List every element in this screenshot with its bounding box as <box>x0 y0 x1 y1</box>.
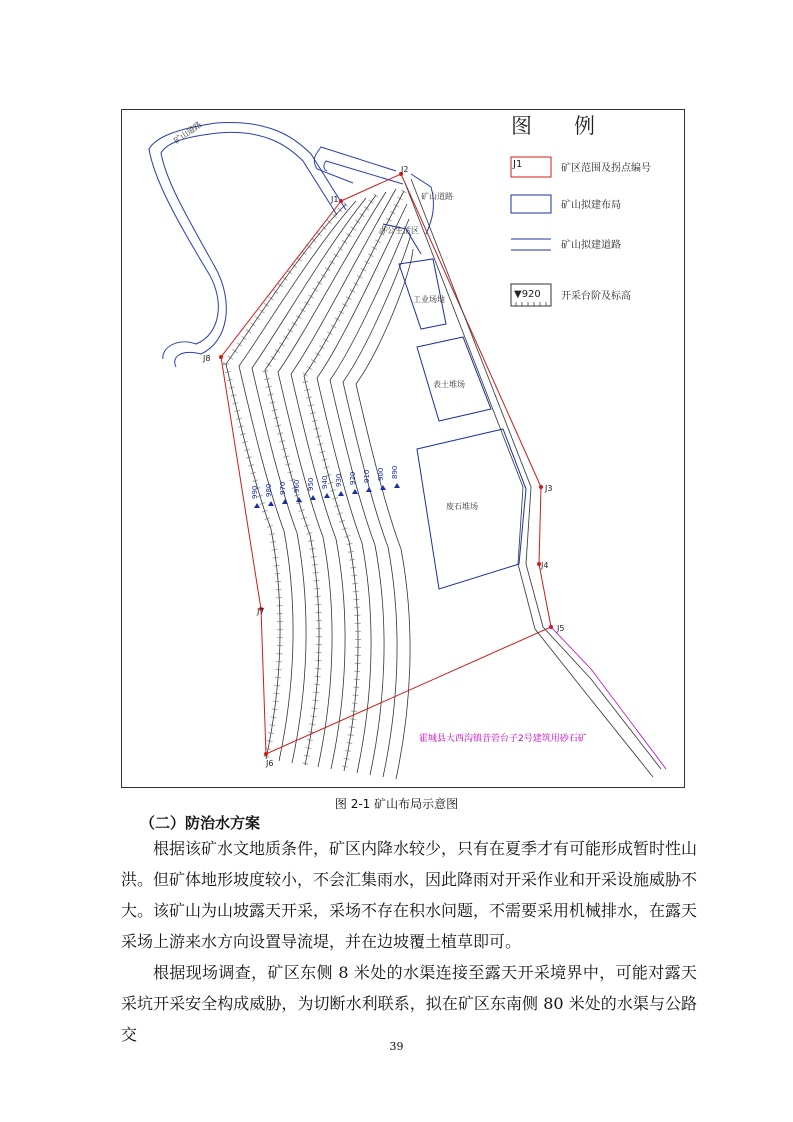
point-label-j1: J1 <box>331 195 339 204</box>
elevation-label: 960 <box>293 479 301 493</box>
point-label-j7: J7 <box>257 607 265 616</box>
legend-text: 开采台阶及标高 <box>561 291 631 302</box>
point-label-j6: J6 <box>266 759 274 768</box>
area-label-topsoil: 表土堆场 <box>433 380 465 389</box>
elevation-label: 980 <box>265 483 273 497</box>
paragraph: 根据该矿水文地质条件，矿区内降水较少，只有在夏季才有可能形成暂时性山洪。但矿体地形坡度较小，不会汇集雨水，因此降雨对开采作业和开采设施威胁不大。该矿山为山坡露天开采，采场不存在积水问题，不需要采用机械排水，在露天采场上游来水方向设置导流堤，并在边坡覆土植草即可。 <box>121 839 698 951</box>
mine-layout-map <box>121 109 685 788</box>
page-number: 39 <box>389 1040 404 1053</box>
elevation-label: 890 <box>391 465 399 479</box>
elevation-label: 900 <box>377 467 385 481</box>
point-label-j5: J5 <box>557 624 565 633</box>
figure-caption: 图 2-1 矿山布局示意图 <box>334 797 459 811</box>
elevation-label: 910 <box>363 469 371 483</box>
elevation-label: 920 <box>349 471 357 485</box>
elevation-label: 990 <box>251 485 259 499</box>
area-label-waste-rock: 废石堆场 <box>446 502 478 511</box>
paragraph: 根据现场调查，矿区东侧 8 米处的水渠连接至露天开采境界中，可能对露天采坑开采安全构成威胁，为切断水利联系，拟在矿区东南侧 80 米处的水渠与公路交 <box>121 963 697 1044</box>
road-label-north: 矿山道路 <box>421 192 453 201</box>
point-label-j2: J2 <box>401 165 409 174</box>
legend-sample-920: ▼920 <box>514 289 541 300</box>
elevation-label: 930 <box>335 473 343 487</box>
elevation-label: 950 <box>307 477 315 491</box>
point-label-j8: J8 <box>203 354 211 363</box>
mine-name-label: 霍城县大西沟镇昔菪台子2号建筑用砂石矿 <box>419 734 587 744</box>
elevation-label: 970 <box>279 481 287 495</box>
legend-text: 矿山拟建道路 <box>561 240 621 251</box>
legend-title: 图 例 <box>511 114 595 138</box>
legend-text: 矿区范围及拐点编号 <box>561 163 651 174</box>
elevation-label: 940 <box>321 475 329 489</box>
legend-text: 矿山拟建布局 <box>561 200 621 211</box>
legend-sample-j1: J1 <box>513 159 523 170</box>
section-title: （二）防治水方案 <box>140 814 261 832</box>
area-label-industrial: 工业场地 <box>413 295 445 304</box>
road-label-west: 矿山道路 <box>171 119 204 146</box>
area-label-office: 办公生活区 <box>379 226 419 235</box>
point-label-j4: J4 <box>541 561 549 570</box>
point-label-j3: J3 <box>545 484 553 493</box>
